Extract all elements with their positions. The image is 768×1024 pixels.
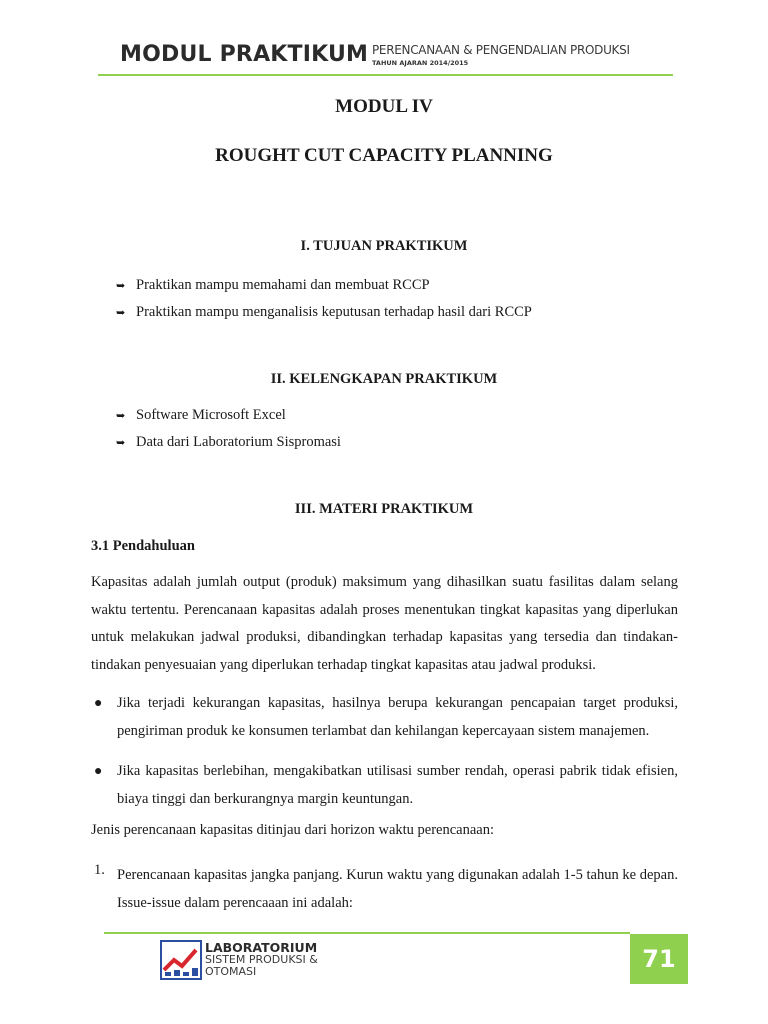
lab-subtitle-line: OTOMASI: [205, 965, 257, 978]
bullet-kekurangan: Jika terjadi kekurangan kapasitas, hasilnya berupa kekurangan pencapaian target produksi, pengiriman produk ke konsumen terlambat dan kehilangan kepercayaan sistem manajemen.: [117, 695, 678, 739]
paragraph-kapasitas: Kapasitas adalah jumlah output (produk) maksimum yang dihasilkan suatu fasilitas dalam selang waktu tertentu. Perencanaan kapasitas adalah proses menentukan tingkat kapasitas yang diperlukan untuk melakukan jadwal produksi, dibandingkan terhadap kapasitas yang tersedia dan tindakan-tindakan penyesuaian yang diperlukan terhadap tingkat kapasitas atau jadwal produksi.: [91, 574, 678, 673]
subsection-heading: 3.1 Pendahuluan: [91, 538, 195, 554]
list-item-text: Software Microsoft Excel: [136, 407, 286, 423]
arrow-bullet-icon: ➥: [116, 409, 126, 422]
page-header: [98, 38, 673, 78]
list-item: [116, 434, 341, 451]
numbered-item-text: Perencanaan kapasitas jangka panjang. Kurun waktu yang digunakan adalah 1-5 tahun ke depan. Issue-issue dalam perencaaan ini adalah:: [117, 867, 678, 911]
section-heading-tujuan: I. TUJUAN PRAKTIKUM: [300, 238, 468, 254]
lab-subtitle-line: SISTEM PRODUKSI &: [205, 953, 318, 966]
lab-logo-icon: [160, 940, 202, 980]
list-item-text: Praktikan mampu memahami dan membuat RCCP: [136, 277, 430, 293]
module-title: ROUGHT CUT CAPACITY PLANNING: [215, 145, 553, 166]
arrow-bullet-icon: ➥: [116, 279, 126, 292]
header-divider: [98, 74, 673, 76]
bullet-berlebihan: Jika kapasitas berlebihan, mengakibatkan utilisasi sumber rendah, operasi pabrik tidak efisien, biaya tinggi dan berkurangnya margin keuntungan.: [117, 763, 678, 807]
footer-divider: [104, 932, 630, 934]
header-subtitle: PERENCANAAN & PENGENDALIAN PRODUKSI: [372, 43, 630, 57]
bullet-dot-icon: ●: [94, 696, 103, 711]
list-item-text: Praktikan mampu menganalisis keputusan terhadap hasil dari RCCP: [136, 304, 532, 320]
bullet-dot-icon: ●: [94, 764, 103, 779]
numbered-item-marker: 1.: [94, 862, 105, 878]
list-item: [116, 277, 430, 294]
header-year: TAHUN AJARAN 2014/2015: [372, 59, 469, 67]
arrow-bullet-icon: ➥: [116, 306, 126, 319]
lab-name: LABORATORIUM: [205, 940, 318, 955]
header-title: MODUL PRAKTIKUM: [120, 42, 369, 67]
list-item: [116, 407, 286, 424]
arrow-bullet-icon: ➥: [116, 436, 126, 449]
page-number: 71: [630, 934, 688, 984]
lab-subtitle: [205, 954, 325, 978]
section-heading-materi: III. MATERI PRAKTIKUM: [294, 501, 474, 517]
paragraph-jenis: Jenis perencanaan kapasitas ditinjau dari horizon waktu perencanaan:: [91, 822, 495, 838]
module-number: MODUL IV: [335, 96, 433, 117]
list-item-text: Data dari Laboratorium Sispromasi: [136, 434, 341, 450]
list-item: [116, 304, 532, 321]
section-heading-kelengkapan: II. KELENGKAPAN PRAKTIKUM: [270, 371, 498, 387]
